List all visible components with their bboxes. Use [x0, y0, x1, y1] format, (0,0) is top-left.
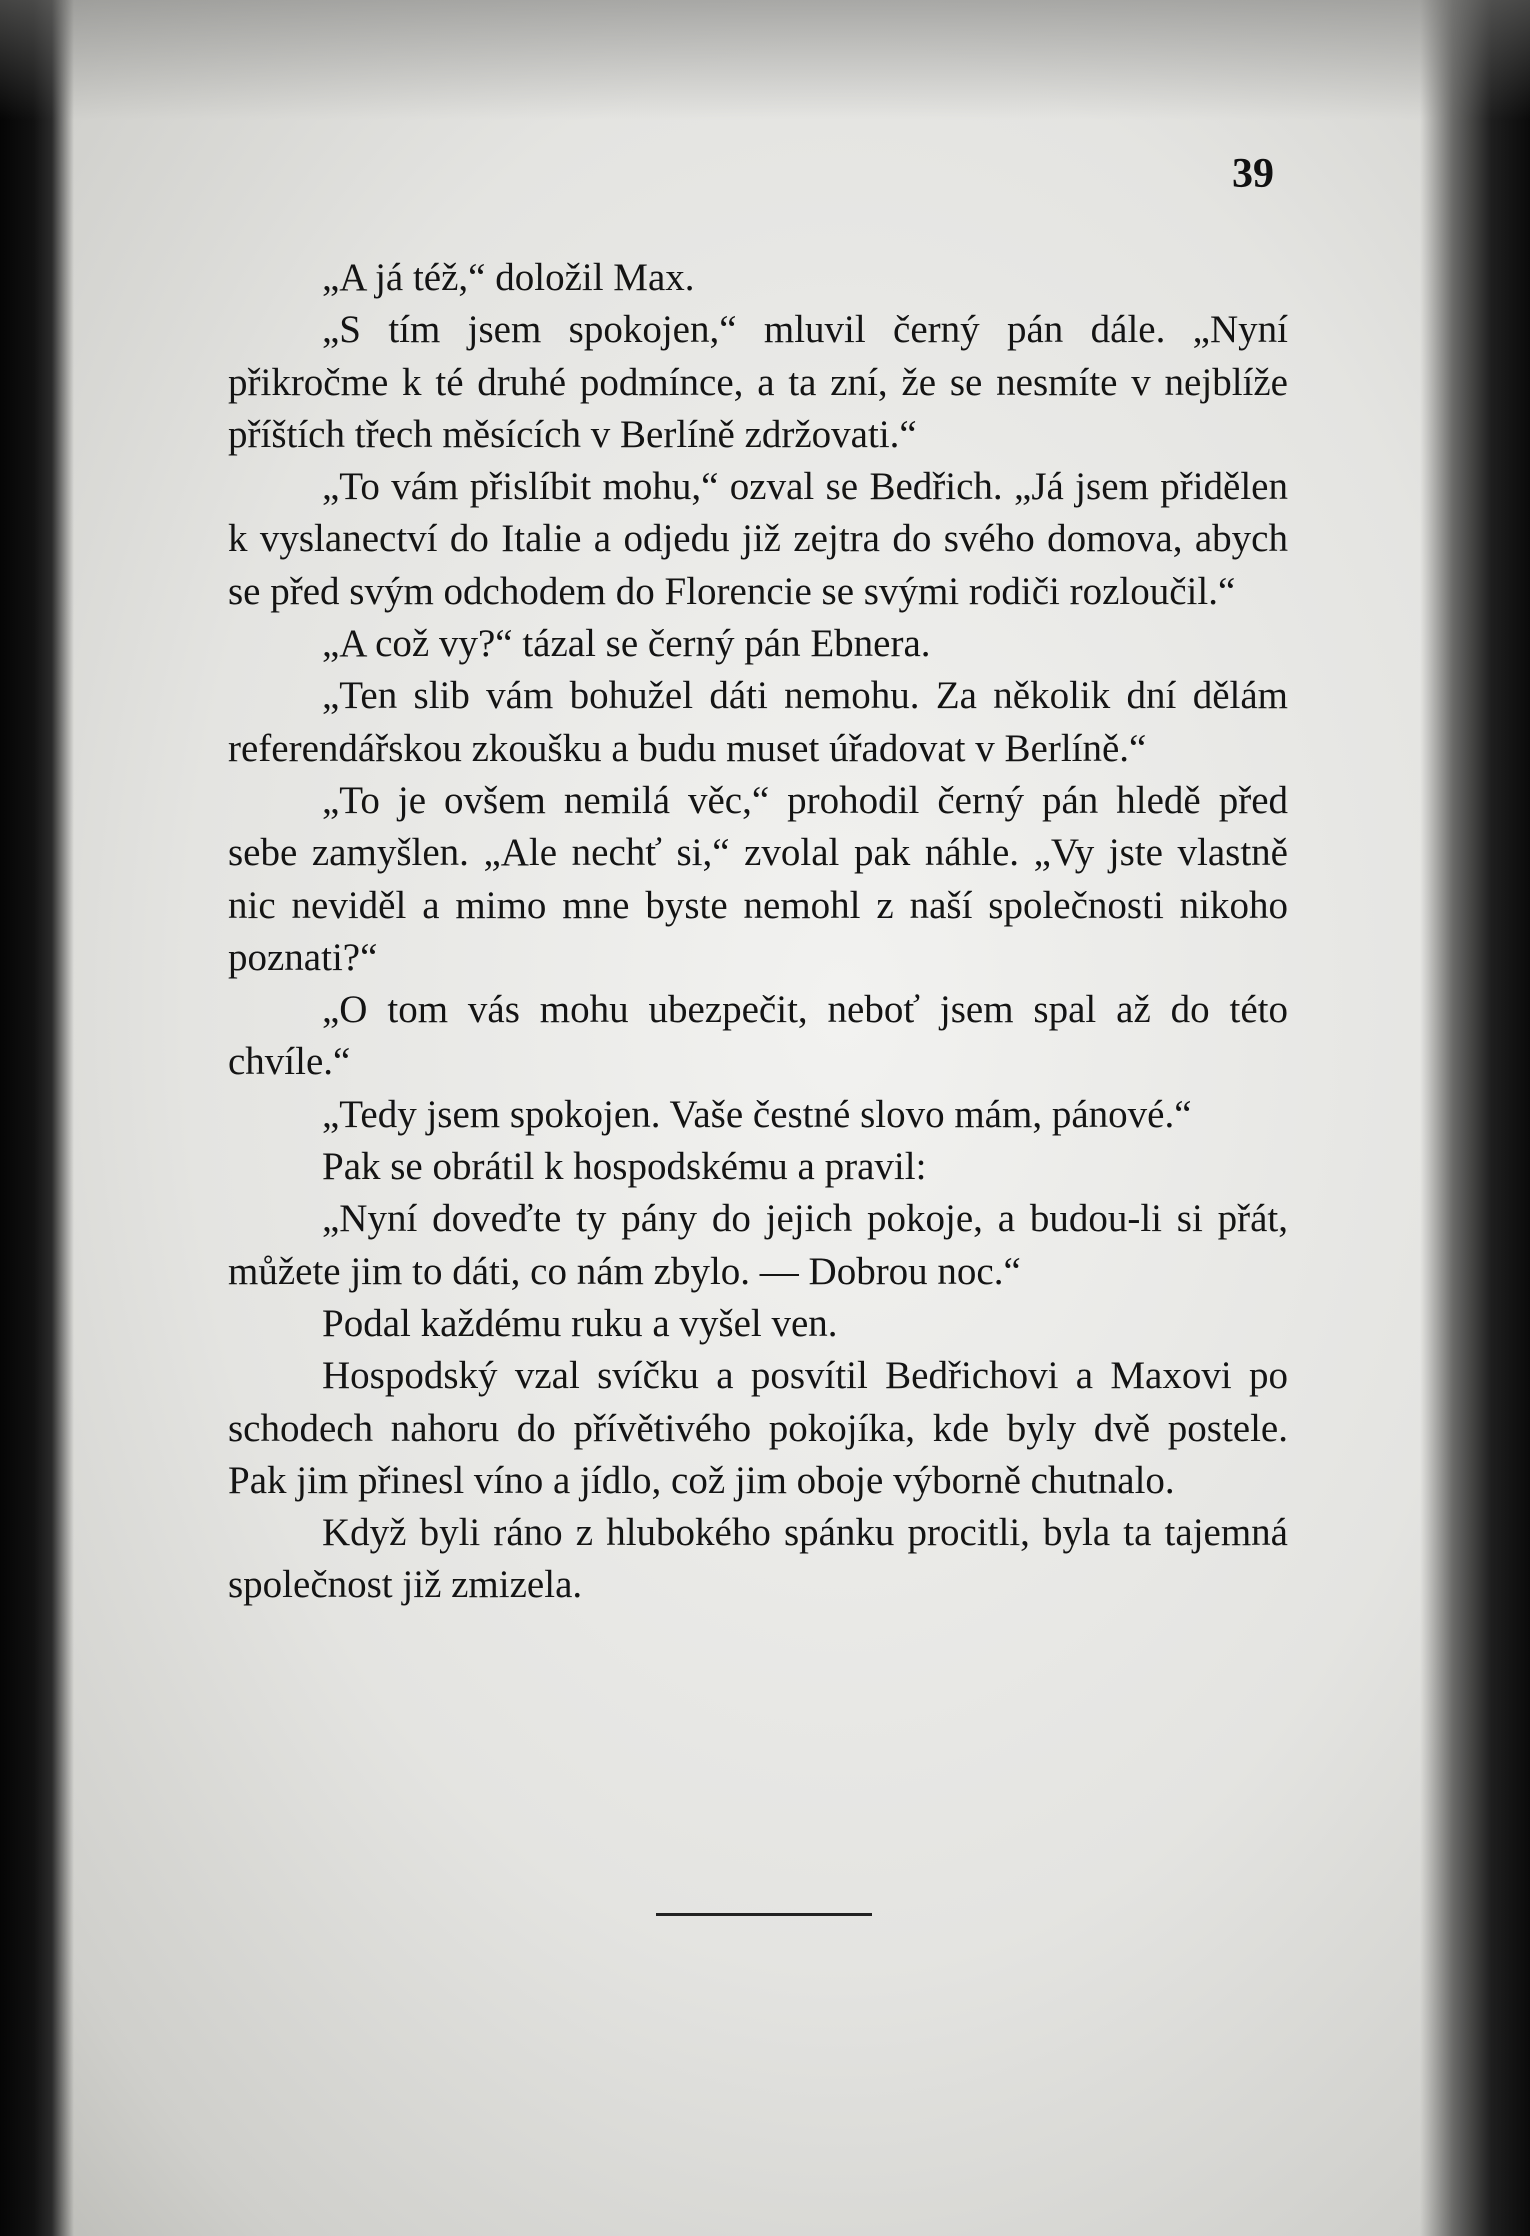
paragraph: „Ten slib vám bohužel dáti nemohu. Za několik dní dělám referendářskou zkoušku a budu muset úřadovat v Berlíně.“: [228, 674, 1288, 770]
paragraph: Hospodský vzal svíčku a posvítil Bedřichovi a Maxovi po schodech nahoru do přívětivého pokojíka, kde byly dvě postele. Pak jim přinesl víno a jídlo, což jim oboje výborně chutnalo.: [228, 1354, 1288, 1502]
page-number: 39: [1232, 151, 1274, 197]
paragraph: „To vám přislíbit mohu,“ ozval se Bedřich. „Já jsem přidělen k vyslanectví do Italie a odjedu již zejtra do svého domova, abych se před svým odchodem do Florencie se svými rodiči rozloučil.“: [228, 465, 1288, 613]
paragraph: „A já též,“ doložil Max.: [322, 256, 695, 299]
paragraph: „O tom vás mohu ubezpečit, neboť jsem spal až do této chvíle.“: [228, 988, 1288, 1084]
paragraph: „A což vy?“ tázal se černý pán Ebnera.: [322, 622, 931, 666]
paragraph: Pak se obrátil k hospodskému a pravil:: [322, 1145, 927, 1189]
page-left-edge-shadow: [0, 0, 74, 2236]
body-text: [228, 252, 1288, 1612]
paragraph: „Nyní doveďte ty pány do jejich pokoje, a budou-li si přát, můžete jim to dáti, co nám zbylo. — Dobrou noc.“: [228, 1197, 1288, 1293]
paragraph: Podal každému ruku a vyšel ven.: [322, 1301, 838, 1345]
section-end-rule: [656, 1913, 872, 1916]
page-top-shade: [0, 0, 1530, 120]
page-right-edge-shadow: [1420, 0, 1530, 2236]
paragraph: „S tím jsem spokojen,“ mluvil černý pán dále. „Nyní přikročme k té druhé podmínce, a ta zní, že se nesmíte v nejblíže příštích třech měsících v Berlíně zdržovati.“: [228, 308, 1288, 456]
paragraph: „Tedy jsem spokojen. Vaše čestné slovo mám, pánové.“: [322, 1092, 1192, 1136]
paragraph: „To je ovšem nemilá věc,“ prohodil černý pán hledě před sebe zamyšlen. „Ale nechť si,“ zvolal pak náhle. „Vy jste vlastně nic neviděl a mimo mne byste nemohl z naší společnosti nikoho poznati?“: [228, 778, 1288, 979]
paragraph: Když byli ráno z hlubokého spánku procitli, byla ta tajemná společnost již zmizela.: [228, 1511, 1288, 1607]
